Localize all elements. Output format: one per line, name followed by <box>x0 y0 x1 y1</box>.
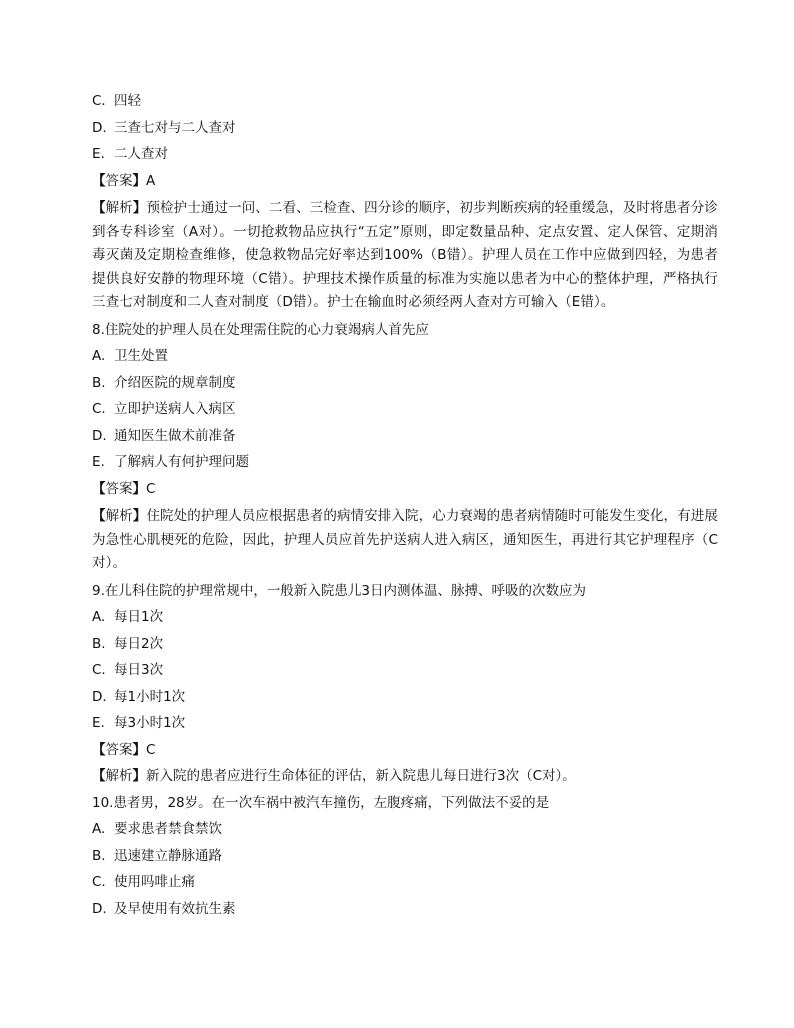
option-c <box>92 657 718 684</box>
bracket-close: 】 <box>132 508 147 524</box>
document-page <box>92 88 718 922</box>
bracket-close: 】 <box>132 200 147 216</box>
bracket-close: 】 <box>132 741 146 758</box>
option-letter: D. <box>92 427 107 444</box>
option-text: 使用吗啡止痛 <box>114 874 195 890</box>
option-letter: B. <box>92 635 106 652</box>
option-a <box>92 604 718 631</box>
option-e <box>92 710 718 737</box>
option-text: 每3小时1次 <box>114 715 186 731</box>
option-b <box>92 370 718 397</box>
bracket-open: 【 <box>92 768 106 784</box>
analysis-text: 住院处的护理人员应根据患者的病情安排入院，心力衰竭的患者病情随时可能发生变化，有进展为急性心肌梗死的危险，因此，护理人员应首先护送病人进入病区，通知医生，再进行其它护理程序（C对）。 <box>92 508 718 571</box>
bracket-close: 】 <box>132 172 146 189</box>
analysis-text: 新入院的患者应进行生命体征的评估，新入院患儿每日进行3次（C对）。 <box>146 768 576 784</box>
option-a <box>92 343 718 370</box>
question-9 <box>92 578 718 790</box>
option-letter: E. <box>92 146 105 162</box>
option-text: 每日3次 <box>114 662 164 678</box>
analysis-label: 解析 <box>105 508 133 524</box>
answer-label: 答案 <box>105 480 133 497</box>
option-letter: C. <box>92 401 106 417</box>
option-letter: E. <box>92 454 105 470</box>
analysis-text: 预检护士通过一问、二看、三检查、四分诊的顺序，初步判断疾病的轻重缓急，及时将患者分诊到各专科诊室（A对）。一切抢救物品应执行“五定”原则，即定数量品种、定点安置、定人保管、定期消毒灭菌及定期检查维修，使急救物品完好率达到100%（B错）。护理人员在工作中应做到四轻，为患者提供良好安静的物理环境（C错）。护理技术操作质量的标准为实施以患者为中心的整体护理，严格执行三查七对制度和二人查对制度（D错）。护士在输血时必须经两人查对方可输入（E错）。 <box>92 200 718 310</box>
option-letter: D. <box>92 119 107 136</box>
option-text: 每1小时1次 <box>114 688 186 705</box>
option-text: 介绍医院的规章制度 <box>114 374 236 391</box>
option-letter: C. <box>92 662 106 678</box>
analysis-paragraph <box>92 197 718 315</box>
bracket-open: 【 <box>92 480 106 497</box>
analysis-paragraph <box>92 763 718 790</box>
option-letter: A. <box>92 609 106 625</box>
option-e <box>92 449 718 476</box>
option-text: 卫生处置 <box>114 348 168 364</box>
analysis-label: 解析 <box>105 768 133 784</box>
option-text: 要求患者禁食禁饮 <box>114 821 222 837</box>
bracket-open: 【 <box>92 172 106 189</box>
bracket-close: 】 <box>132 480 146 497</box>
option-text: 二人查对 <box>114 146 168 162</box>
bracket-open: 【 <box>92 741 106 758</box>
question-8 <box>92 317 718 576</box>
option-letter: D. <box>92 688 107 705</box>
option-b <box>92 843 718 870</box>
option-letter: E. <box>92 715 105 731</box>
option-letter: A. <box>92 348 106 364</box>
option-d <box>92 896 718 923</box>
option-letter: C. <box>92 874 106 890</box>
answer-label: 答案 <box>105 172 133 189</box>
option-text: 每日1次 <box>114 609 164 625</box>
option-a <box>92 816 718 843</box>
question-10 <box>92 790 718 923</box>
option-text: 三查七对与二人查对 <box>114 119 236 136</box>
bracket-close: 】 <box>132 768 146 784</box>
answer-line <box>92 476 718 503</box>
option-b <box>92 631 718 658</box>
answer-line <box>92 737 718 764</box>
option-letter: C. <box>92 93 106 109</box>
option-e <box>92 141 718 168</box>
option-d <box>92 115 718 142</box>
answer-value: A <box>146 172 156 189</box>
option-c <box>92 396 718 423</box>
question-stem: 8.住院处的护理人员在处理需住院的心力衰竭病人首先应 <box>92 321 429 338</box>
option-text: 立即护送病人入病区 <box>114 401 236 417</box>
option-letter: A. <box>92 821 106 837</box>
analysis-paragraph <box>92 505 718 576</box>
answer-value: C <box>146 480 156 497</box>
bracket-open: 【 <box>92 200 106 216</box>
option-letter: B. <box>92 847 106 864</box>
option-d <box>92 423 718 450</box>
option-letter: D. <box>92 900 107 917</box>
option-letter: B. <box>92 374 106 391</box>
answer-label: 答案 <box>105 741 133 758</box>
option-text: 每日2次 <box>114 635 164 652</box>
bracket-open: 【 <box>92 508 106 524</box>
option-text: 迅速建立静脉通路 <box>114 847 222 864</box>
option-text: 四轻 <box>114 93 141 109</box>
answer-line <box>92 168 718 195</box>
analysis-label: 解析 <box>105 200 133 216</box>
option-text: 通知医生做术前准备 <box>114 427 236 444</box>
question-7 <box>92 88 718 315</box>
question-stem: 10.患者男，28岁。在一次车祸中被汽车撞伤，左腹疼痛，下列做法不妥的是 <box>92 794 550 811</box>
option-d <box>92 684 718 711</box>
answer-value: C <box>146 741 156 758</box>
option-text: 及早使用有效抗生素 <box>114 900 236 917</box>
question-stem: 9.在儿科住院的护理常规中，一般新入院患儿3日内测体温、脉搏、呼吸的次数应为 <box>92 582 586 599</box>
option-c <box>92 88 718 115</box>
option-text: 了解病人有何护理问题 <box>114 454 249 470</box>
option-c <box>92 869 718 896</box>
